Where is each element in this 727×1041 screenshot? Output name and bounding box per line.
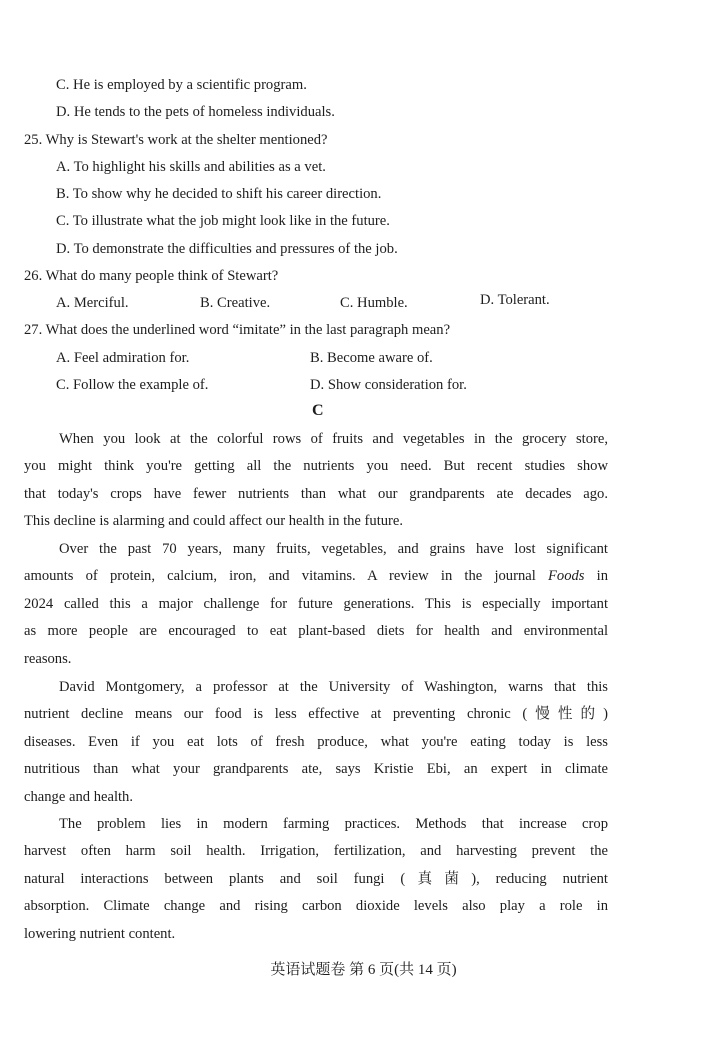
paragraph-line: amounts of protein, calcium, iron, and vitamins. A review in the journal Foods in bbox=[24, 568, 609, 585]
paragraph-line: natural interactions between plants and soil fungi (真菌), reducing nutrient bbox=[24, 870, 608, 887]
q26-option-b: B. Creative. bbox=[200, 295, 271, 311]
q24-option-c: C. He is employed by a scientific program. bbox=[56, 77, 307, 93]
paragraph-line: diseases. Even if you eat lots of fresh produce, what you're eating today is less bbox=[24, 733, 608, 750]
paragraph-line: The problem lies in modern farming practices. Methods that increase crop bbox=[59, 816, 608, 832]
journal-title: Foods bbox=[547, 568, 585, 585]
paragraph-line: absorption. Climate change and rising carbon dioxide levels also play a role in bbox=[24, 898, 608, 915]
paragraph-line: David Montgomery, a professor at the University of Washington, warns that this bbox=[59, 679, 608, 695]
paragraph-line: This decline is alarming and could affect our health in the future. bbox=[24, 513, 404, 530]
paragraph-line: reasons. bbox=[24, 650, 72, 667]
q25-option-a: A. To highlight his skills and abilities as a vet. bbox=[56, 159, 326, 175]
paragraph-line: as more people are encouraged to eat plant-based diets for health and environmental bbox=[24, 623, 608, 640]
paragraph-line: you might think you're getting all the nutrients you need. But recent studies show bbox=[24, 458, 608, 475]
passage-paragraph-2 bbox=[24, 536, 608, 673]
q27-option-c: C. Follow the example of. bbox=[56, 377, 209, 393]
q27-keyword: imitate bbox=[238, 322, 280, 338]
paragraph-line: harvest often harm soil health. Irrigation, fertilization, and harvesting prevent the bbox=[24, 843, 608, 860]
q26-option-c: C. Humble. bbox=[340, 295, 408, 311]
q27-stem: 27. What does the underlined word “imitate” in the last paragraph mean? bbox=[24, 322, 451, 338]
q25-option-b: B. To show why he decided to shift his career direction. bbox=[56, 186, 382, 202]
q26-option-a: A. Merciful. bbox=[56, 295, 129, 311]
q25-stem: 25. Why is Stewart's work at the shelter mentioned? bbox=[24, 132, 328, 148]
paragraph-line: nutrient decline means our food is less effective at preventing chronic (慢性的) bbox=[24, 706, 608, 723]
q26-stem: 26. What do many people think of Stewart? bbox=[24, 268, 279, 284]
passage-paragraph-1 bbox=[24, 426, 608, 536]
paragraph-line: Over the past 70 years, many fruits, vegetables, and grains have lost significant bbox=[59, 541, 608, 557]
section-heading: C bbox=[312, 402, 324, 419]
q26-option-d: D. Tolerant. bbox=[480, 292, 550, 308]
paragraph-line: change and health. bbox=[24, 788, 133, 805]
q27-option-d: D. Show consideration for. bbox=[310, 377, 467, 393]
passage-paragraph-4 bbox=[24, 811, 608, 948]
paragraph-line: nutritious than what your grandparents ate, says Kristie Ebi, an expert in climate bbox=[24, 761, 608, 778]
paragraph-line: lowering nutrient content. bbox=[24, 925, 176, 942]
q27-option-a: A. Feel admiration for. bbox=[56, 350, 190, 366]
passage-paragraph-3 bbox=[24, 674, 608, 811]
q27-option-b: B. Become aware of. bbox=[310, 350, 433, 366]
q25-option-d: D. To demonstrate the difficulties and pressures of the job. bbox=[56, 241, 398, 257]
page-footer: 英语试题卷 第 6 页(共 14 页) bbox=[270, 962, 457, 978]
q24-option-d: D. He tends to the pets of homeless individuals. bbox=[56, 104, 335, 120]
paragraph-line: When you look at the colorful rows of fruits and vegetables in the grocery store, bbox=[59, 431, 608, 447]
q25-option-c: C. To illustrate what the job might look like in the future. bbox=[56, 213, 390, 229]
paragraph-line: that today's crops have fewer nutrients than what our grandparents ate decades ago. bbox=[24, 485, 608, 502]
paragraph-line: 2024 called this a major challenge for future generations. This is especially important bbox=[24, 595, 608, 612]
